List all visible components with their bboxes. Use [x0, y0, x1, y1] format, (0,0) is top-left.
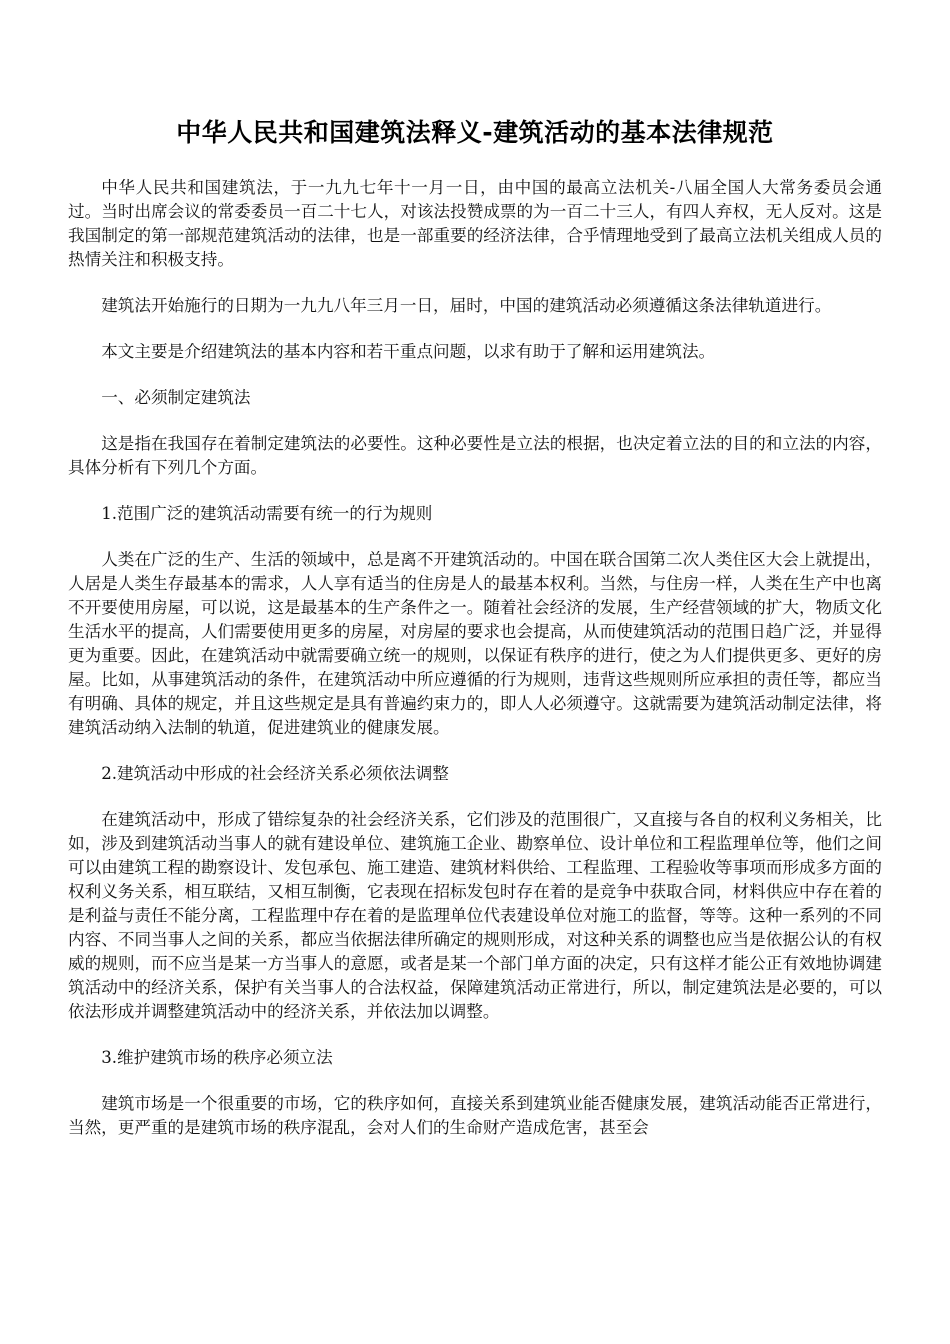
market-paragraph: 建筑市场是一个很重要的市场，它的秩序如何，直接关系到建筑业能否健康发展，建筑活动能否正常进行，当然，更严重的是建筑市场的秩序混乱，会对人们的生命财产造成危害，甚至会: [68, 1094, 882, 1137]
subheading-3: 3.维护建筑市场的秩序必须立法: [101, 1048, 333, 1067]
purpose-paragraph: 本文主要是介绍建筑法的基本内容和若干重点问题，以求有助于了解和运用建筑法。: [101, 342, 716, 361]
document-body: [68, 176, 882, 1140]
subheading-2: 2.建筑活动中形成的社会经济关系必须依法调整: [101, 764, 449, 783]
subheading-1: 1.范围广泛的建筑活动需要有统一的行为规则: [101, 504, 433, 523]
necessity-paragraph: 这是指在我国存在着制定建筑法的必要性。这种必要性是立法的根据，也决定着立法的目的和立法的内容，具体分析有下列几个方面。: [68, 434, 882, 477]
intro-paragraph: 中华人民共和国建筑法，于一九九七年十一月一日，由中国的最高立法机关-八届全国人大常务委员会通过。当时出席会议的常委委员一百二十七人，对该法投赞成票的为一百二十三人，有四人弃权，无人反对。这是我国制定的第一部规范建筑活动的法律，也是一部重要的经济法律，合乎情理地受到了最高立法机关组成人员的热情关注和积极支持。: [68, 178, 882, 269]
relations-paragraph: 在建筑活动中，形成了错综复杂的社会经济关系，它们涉及的范围很广，又直接与各自的权利义务相关，比如，涉及到建筑活动当事人的就有建设单位、建筑施工企业、勘察单位、设计单位和工程监理单位等，他们之间可以由建筑工程的勘察设计、发包承包、施工建造、建筑材料供给、工程监理、工程验收等事项而形成多方面的权利义务关系，相互联结，又相互制衡，它表现在招标发包时存在着的是竞争中获取合同，材料供应中存在着的是利益与责任不能分离，工程监理中存在着的是监理单位代表建设单位对施工的监督，等等。这种一系列的不同内容、不同当事人之间的关系，都应当依据法律所确定的规则形成，对这种关系的调整也应当是依据公认的有权威的规则，而不应当是某一方当事人的意愿，或者是某一个部门单方面的决定，只有这样才能公正有效地协调建筑活动中的经济关系，保护有关当事人的合法权益，保障建筑活动正常进行，所以，制定建筑法是必要的，可以依法形成并调整建筑活动中的经济关系，并依法加以调整。: [68, 810, 882, 1021]
effective-date-paragraph: 建筑法开始施行的日期为一九九八年三月一日，届时，中国的建筑活动必须遵循这条法律轨道进行。: [101, 296, 832, 315]
document-title: 中华人民共和国建筑法释义-建筑活动的基本法律规范: [176, 118, 774, 147]
section-heading-1: 一、必须制定建筑法: [101, 388, 251, 407]
rules-paragraph: 人类在广泛的生产、生活的领域中，总是离不开建筑活动的。中国在联合国第二次人类住区大会上就提出，人居是人类生存最基本的需求，人人享有适当的住房是人的最基本权利。当然，与住房一样，人类在生产中也离不开要使用房屋，可以说，这是最基本的生产条件之一。随着社会经济的发展，生产经营领域的扩大，物质文化生活水平的提高，人们需要使用更多的房屋，对房屋的要求也会提高，从而使建筑活动的范围日趋广泛，并显得更为重要。因此，在建筑活动中就需要确立统一的规则，以保证有秩序的进行，使之为人们提供更多、更好的房屋。比如，从事建筑活动的条件，在建筑活动中所应遵循的行为规则，违背这些规则所应承担的责任等，都应当有明确、具体的规定，并且这些规定是具有普遍约束力的，即人人必须遵守。这就需要为建筑活动制定法律，将建筑活动纳入法制的轨道，促进建筑业的健康发展。: [68, 550, 882, 737]
document-page: [68, 0, 882, 1162]
